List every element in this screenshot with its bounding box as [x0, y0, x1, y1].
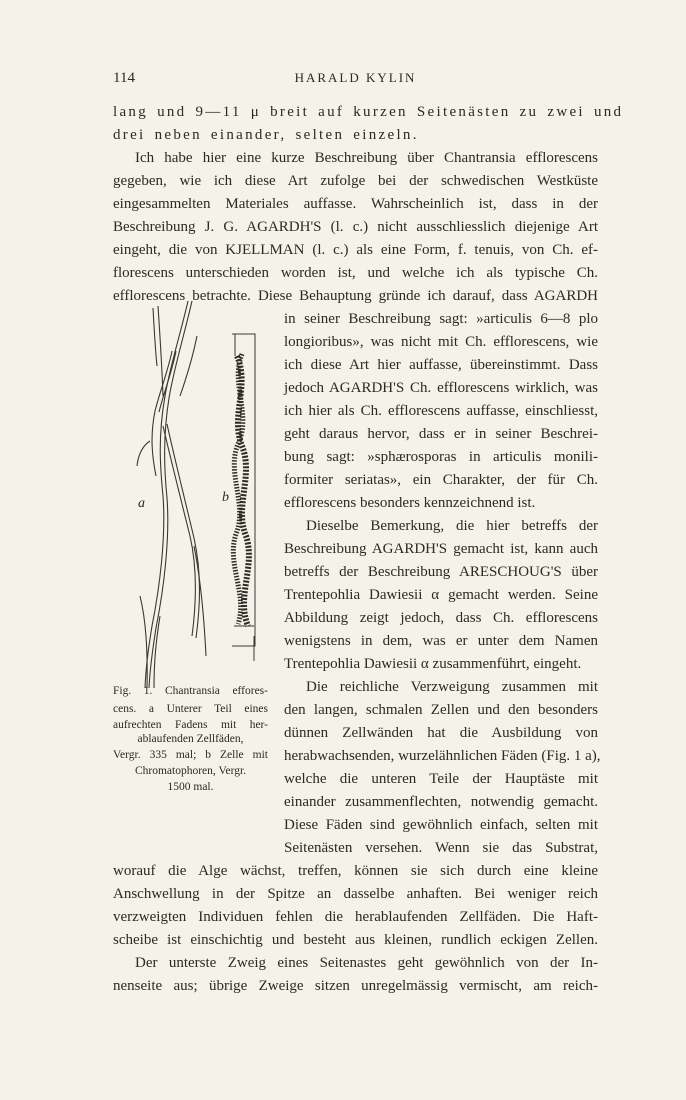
text-line: eingesammelten Materiales auffasse. Wahrscheinlich ist, dass in der	[113, 196, 598, 212]
text-line: Die reichliche Verzweigung zusammen mit	[306, 679, 598, 695]
text-line: Der unterste Zweig eines Seitenastes geht gewöhnlich von der In-	[135, 955, 598, 971]
text-line: betreffs der Beschreibung ARESCHOUG'S über	[284, 564, 598, 580]
text-line: Abbildung zeigt jedoch, dass Ch. efflorescens	[284, 610, 598, 626]
text-line: einander zusammenflechten, notwendig gemacht.	[284, 794, 598, 810]
caption-line: 1500 mal.	[167, 781, 214, 793]
caption-line: aufrechten Fadens mit her-	[113, 719, 268, 731]
text-line: nenseite aus; übrige Zweige sitzen unregelmässig vermischt, am reich-	[113, 978, 598, 994]
caption-line: ablaufenden Zellfäden,	[137, 733, 244, 745]
text-line: drei neben einander, selten einzeln.	[113, 127, 419, 143]
text-line: Beschreibung AGARDH'S gemacht ist, kann auch	[284, 541, 598, 557]
text-line: scheibe ist einschichtig und besteht aus kleinen, rundlich eckigen Zellen.	[113, 932, 598, 948]
text-line: jedoch AGARDH'S Ch. efflorescens wirklich, was	[284, 380, 598, 396]
caption-line: Chromatophoren, Vergr.	[134, 765, 247, 777]
caption-line: Fig. 1. Chantransia effores-	[113, 685, 268, 697]
text-line: lang und 9—11 μ breit auf kurzen Seitenästen zu zwei und	[113, 104, 624, 120]
page-number: 114	[113, 70, 135, 86]
text-line: efflorescens besonders kennzeichnend ist.	[284, 495, 536, 511]
text-line: verzweigten Individuen fehlen die herablaufenden Zellfäden. Die Haft-	[113, 909, 598, 925]
text-line: florescens unterschieden worden ist, und welche ich als typische Ch.	[113, 265, 598, 281]
text-line: bung sagt: »sphærosporas in articulis monili-	[284, 449, 598, 465]
text-line: welche die unteren Teile der Hauptäste mit	[284, 771, 598, 787]
text-line: Seitenästen versehen. Wenn sie das Substrat,	[284, 840, 598, 856]
text-line: Anschwellung in der Spitze an dasselbe anhaften. Bei weniger reich	[113, 886, 598, 902]
text-line: eingeht, die von KJELLMAN (l. c.) als eine Form, f. tenuis, von Ch. ef-	[113, 242, 598, 258]
text-line: in seiner Beschreibung sagt: »articulis 6—8 plo	[284, 311, 598, 327]
text-line: Trentepohlia Dawiesii α gemacht werden. Seine	[284, 587, 598, 603]
text-line: geht daraus hervor, dass er in seiner Beschrei-	[284, 426, 598, 442]
text-line: Dieselbe Bemerkung, die hier betreffs der	[306, 518, 598, 534]
figure-label-b: b	[222, 490, 229, 505]
text-line: Trentepohlia Dawiesii α zusammenführt, eingeht.	[284, 656, 582, 672]
body-text	[113, 0, 624, 1100]
text-line: formiter seriatas», ein Charakter, der für Ch.	[284, 472, 598, 488]
text-line: longioribus», was nicht mit Ch. efflorescens, wie	[284, 334, 598, 350]
figure-label-a: a	[138, 496, 145, 511]
text-line: herabwachsenden, wurzelähnlichen Fäden (Fig. 1 a),	[284, 748, 601, 764]
text-line: den langen, schmalen Zellen und den besonders	[284, 702, 598, 718]
text-line: Ich habe hier eine kurze Beschreibung über Chantransia efflorescens	[135, 150, 598, 166]
text-line: worauf die Alge wächst, treffen, können sie sich durch eine kleine	[113, 863, 598, 879]
text-line: wenigstens in dem, was er unter dem Namen	[284, 633, 598, 649]
caption-line: Vergr. 335 mal; b Zelle mit	[113, 749, 268, 761]
text-line: ich diese Art hier auffasse, übereinstimmt. Dass	[284, 357, 598, 373]
caption-line: cens. a Unterer Teil eines	[113, 703, 268, 715]
text-line: gegeben, wie ich diese Art zufolge bei der schwedischen Westküste	[113, 173, 598, 189]
text-line: dünnen Zellwänden hat die Ausbildung von	[284, 725, 598, 741]
text-line: efflorescens betrachte. Diese Behauptung gründe ich darauf, dass AGARDH	[113, 288, 598, 304]
running-head: HARALD KYLIN	[294, 70, 417, 85]
text-line: ich hier als Ch. efflorescens auffasse, einschliesst,	[284, 403, 598, 419]
text-line: Diese Fäden sind gewöhnlich einfach, selten mit	[284, 817, 598, 833]
text-line: Beschreibung J. G. AGARDH'S (l. c.) nicht ausschliesslich diejenige Art	[113, 219, 598, 235]
